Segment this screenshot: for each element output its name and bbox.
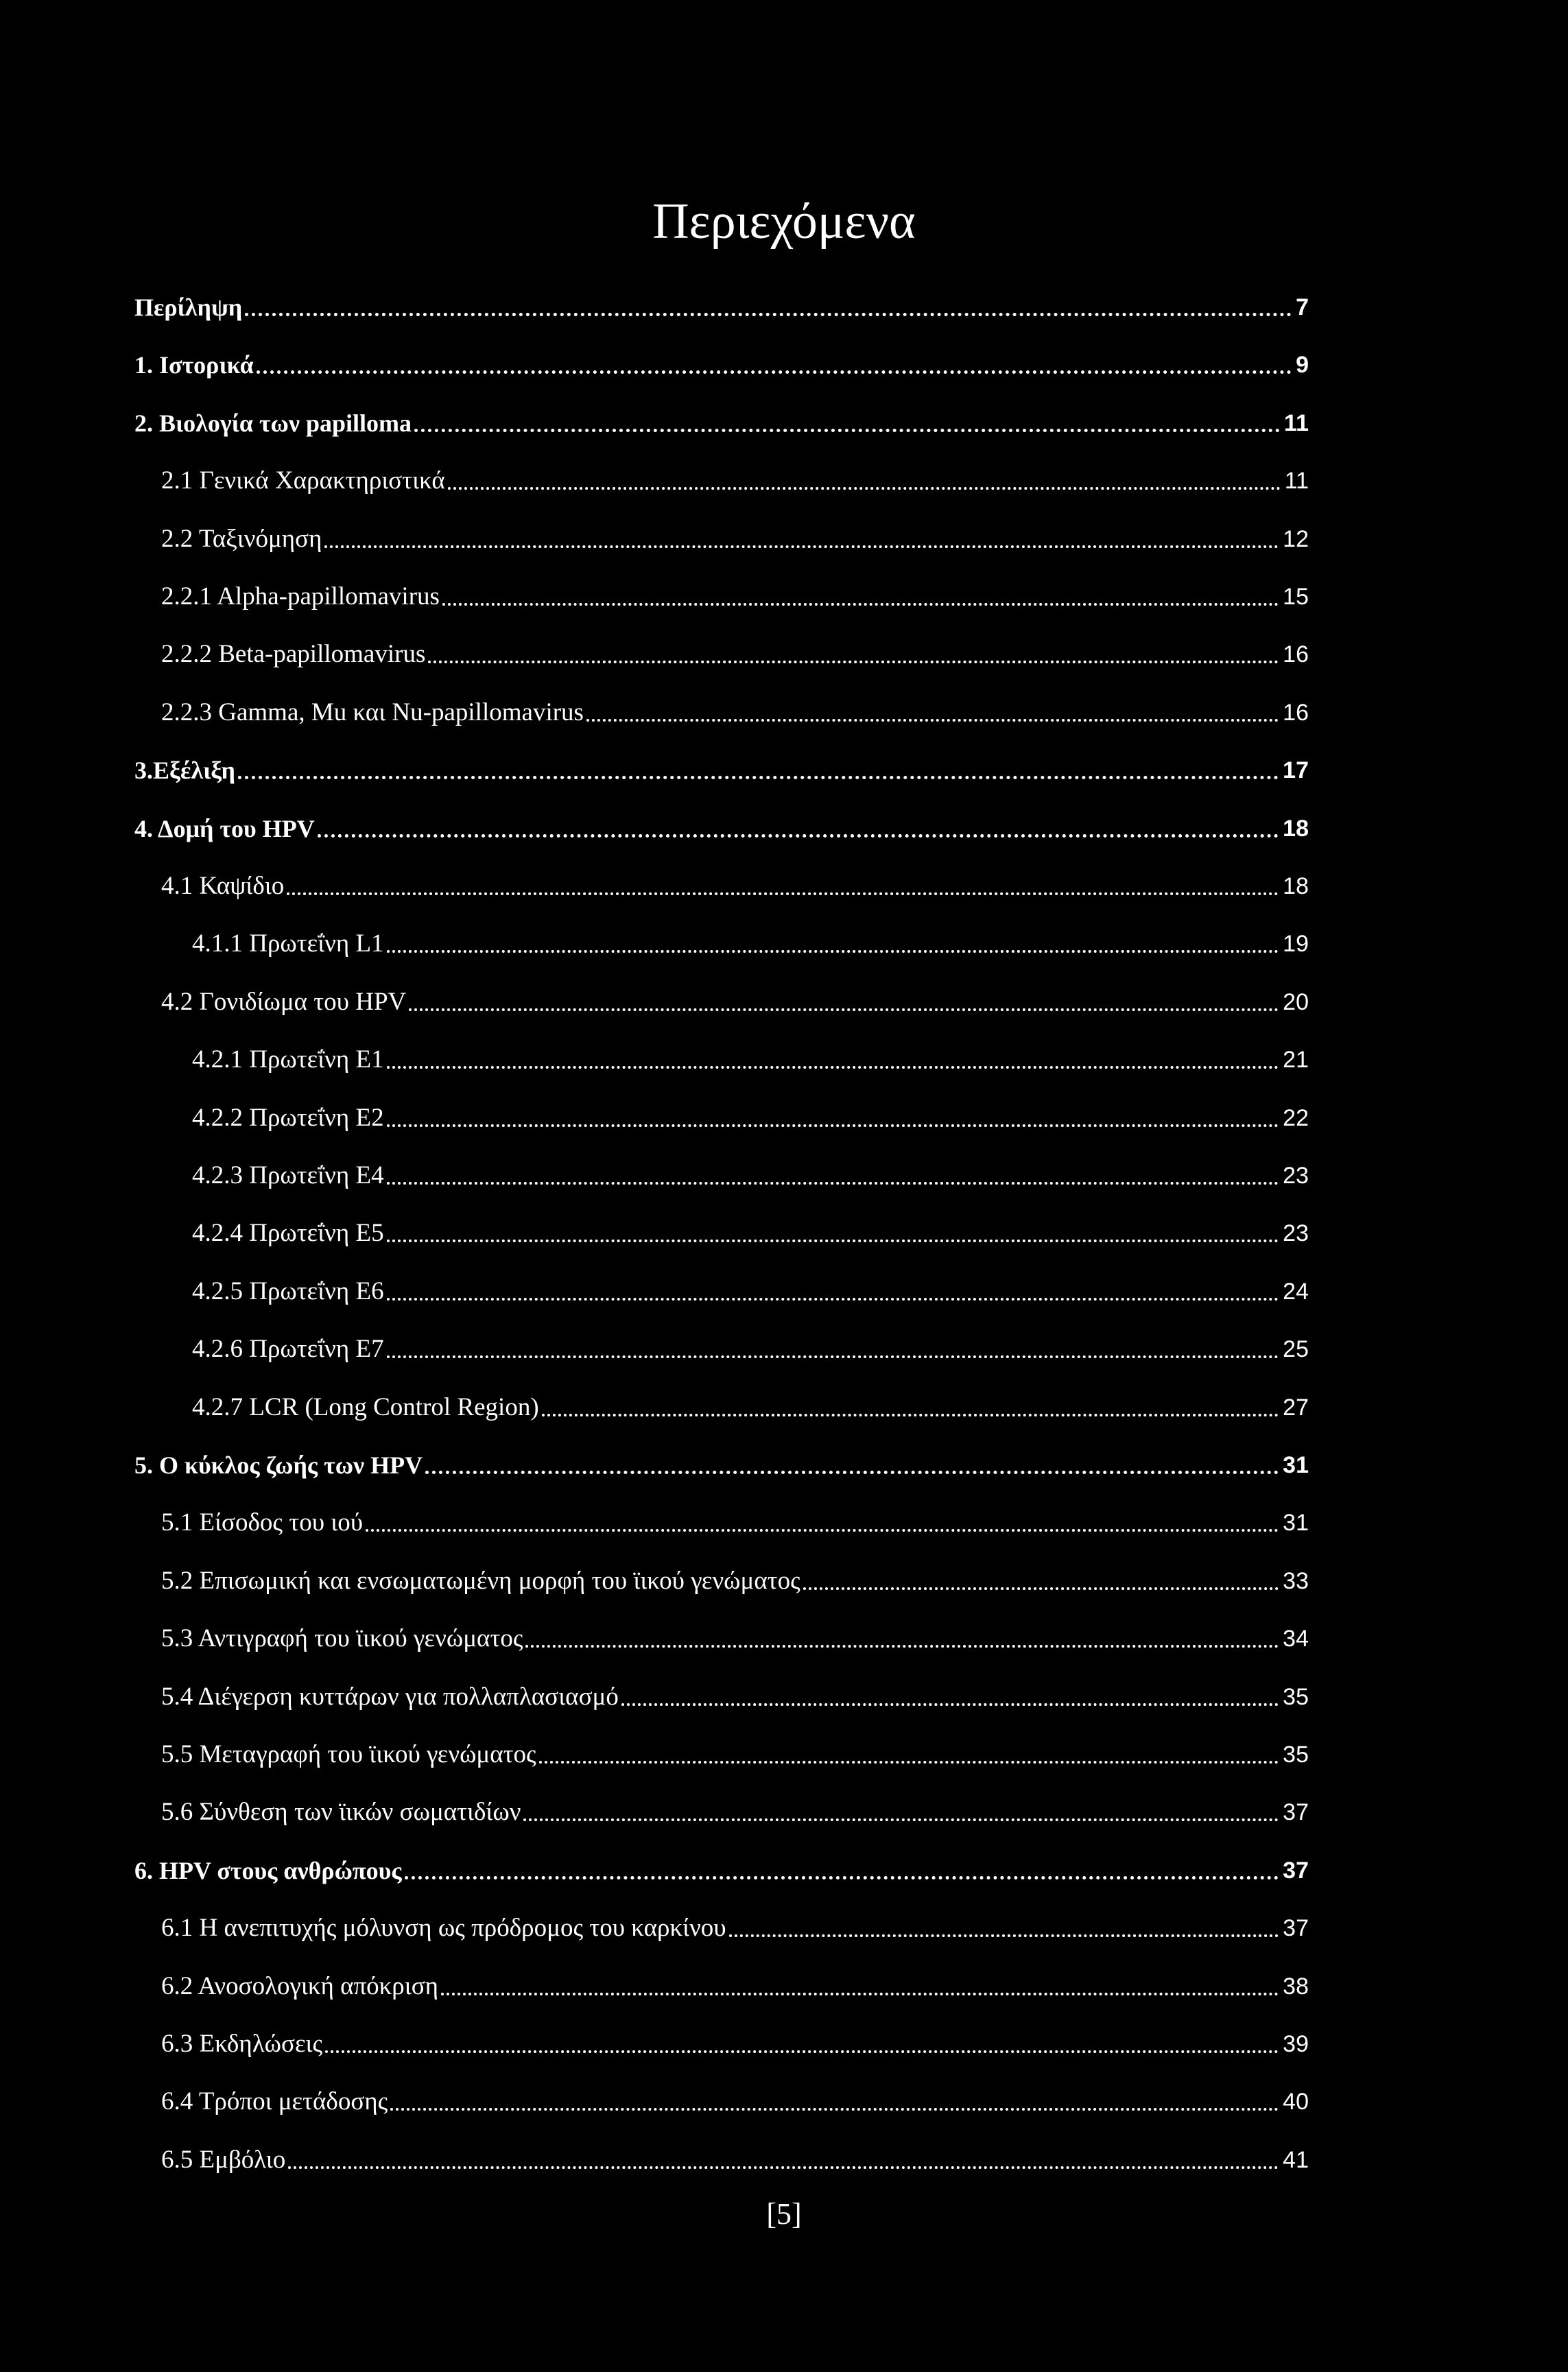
toc-entry-page: 40 <box>1283 2089 1309 2115</box>
toc-entry-label: 5.5 Μεταγραφή του ϊικού γενώματος <box>161 1740 536 1768</box>
toc-entry-label: 6.4 Τρόποι μετάδοσης <box>161 2087 388 2115</box>
toc-entry-label: 2.2.3 Gamma, Mu και Nu-papillomavirus <box>161 698 584 726</box>
toc-entry-label: 6.3 Εκδηλώσεις <box>161 2030 323 2058</box>
toc-entry-page: 20 <box>1283 989 1309 1015</box>
toc-entry[interactable] <box>134 1443 1309 1482</box>
toc-entry-page: 21 <box>1283 1047 1309 1073</box>
toc-entry-label: 4.2.5 Πρωτεΐνη E6 <box>192 1277 384 1305</box>
toc-entry-label: 4.2.7 LCR (Long Control Region) <box>192 1393 539 1421</box>
page-number: [5] <box>766 2197 802 2231</box>
toc-entry-page: 37 <box>1283 1799 1309 1825</box>
toc-entry[interactable] <box>161 517 1309 556</box>
dot-leader <box>542 1414 1279 1416</box>
toc-entry[interactable] <box>192 1327 1309 1366</box>
toc-entry-label: 2. Βιολογία των papilloma <box>134 410 412 437</box>
toc-entry-label: 2.2.2 Beta-papillomavirus <box>161 640 426 668</box>
dot-leader <box>245 313 1292 316</box>
dot-leader <box>425 1471 1279 1474</box>
toc-entry[interactable] <box>161 1559 1309 1598</box>
toc-entry-label: 2.2 Ταξινόμηση <box>161 525 322 553</box>
toc-entry-label: 5.1 Είσοδος του ιού <box>161 1508 364 1537</box>
toc-entry[interactable] <box>161 1906 1309 1945</box>
toc-entry[interactable] <box>161 1733 1309 1771</box>
toc-entry-page: 15 <box>1283 584 1309 610</box>
dot-leader <box>287 892 1279 895</box>
toc-entry-label: 4.2 Γονιδίωμα του HPV <box>161 988 407 1016</box>
toc-entry-label: 1. Ιστορικά <box>134 351 254 379</box>
toc-entry-page: 23 <box>1283 1163 1309 1189</box>
toc-entry[interactable] <box>192 1096 1309 1135</box>
toc-entry-page: 25 <box>1283 1336 1309 1362</box>
dot-leader <box>257 370 1292 374</box>
toc-entry-label: 4.2.3 Πρωτεΐνη E4 <box>192 1161 384 1189</box>
toc-entry-label: 4.2.1 Πρωτεΐνη E1 <box>192 1045 384 1074</box>
toc-entry-label: 4.1 Καψίδιο <box>161 872 285 900</box>
dot-leader <box>288 2166 1279 2169</box>
toc-entry[interactable] <box>161 1675 1309 1713</box>
dot-leader <box>729 1934 1279 1937</box>
toc-entry[interactable] <box>161 575 1309 613</box>
toc-entry[interactable] <box>161 2138 1309 2177</box>
toc-entry-label: 3.Εξέλιξη <box>134 757 235 784</box>
toc-entry-page: 23 <box>1283 1220 1309 1246</box>
toc-entry-label: Περίληψη <box>134 294 243 321</box>
toc-entry-page: 18 <box>1283 816 1309 842</box>
toc-entry-page: 19 <box>1283 931 1309 957</box>
dot-leader <box>803 1587 1279 1590</box>
toc-entry-page: 18 <box>1283 873 1309 899</box>
dot-leader <box>324 545 1279 548</box>
dot-leader <box>405 1876 1279 1879</box>
toc-entry-page: 16 <box>1283 700 1309 726</box>
dot-leader <box>414 429 1280 432</box>
toc-entry-label: 4.1.1 Πρωτεΐνη L1 <box>192 929 384 958</box>
toc-entry-label: 5.2 Επισωμική και ενσωματωμένη μορφή του ϊικού γενώματος <box>161 1567 800 1595</box>
toc-entry[interactable] <box>192 1270 1309 1308</box>
dot-leader <box>238 776 1279 779</box>
dot-leader <box>387 950 1279 953</box>
toc-entry-page: 35 <box>1283 1684 1309 1710</box>
toc-entry[interactable] <box>161 2022 1309 2061</box>
dot-leader <box>387 1355 1279 1358</box>
toc-entry[interactable] <box>192 922 1309 960</box>
toc-entry-page: 38 <box>1283 1973 1309 2000</box>
toc-entry-label: 4.2.2 Πρωτεΐνη E2 <box>192 1104 384 1132</box>
toc-entry-label: 4.2.4 Πρωτεΐνη E5 <box>192 1219 384 1247</box>
toc-entry-label: 5.3 Αντιγραφή του ϊικού γενώματος <box>161 1624 523 1652</box>
toc-entry-page: 9 <box>1296 352 1309 378</box>
dot-leader <box>428 661 1279 663</box>
toc-entry-page: 39 <box>1283 2031 1309 2057</box>
toc-entry-page: 41 <box>1283 2147 1309 2173</box>
toc-entry-page: 31 <box>1283 1452 1309 1478</box>
toc-entry-page: 27 <box>1283 1395 1309 1421</box>
toc-entry-page: 17 <box>1283 757 1309 783</box>
toc-entry-page: 12 <box>1283 526 1309 552</box>
dot-leader <box>387 1066 1279 1069</box>
toc-entry[interactable] <box>134 807 1309 845</box>
toc-entry-page: 11 <box>1284 410 1309 436</box>
dot-leader <box>441 1993 1279 1995</box>
toc-entry[interactable] <box>134 748 1309 787</box>
toc-entry[interactable] <box>161 632 1309 671</box>
toc-entry-label: 4.2.6 Πρωτεΐνη E7 <box>192 1335 384 1363</box>
toc-entry[interactable] <box>161 1965 1309 2003</box>
dot-leader <box>387 1298 1279 1301</box>
dot-leader <box>523 1818 1279 1821</box>
dot-leader <box>442 603 1279 606</box>
toc-entry-label: 6.1 Η ανεπιτυχής μόλυνση ως πρόδρομος του καρκίνου <box>161 1914 726 1942</box>
toc-entry[interactable] <box>161 459 1309 497</box>
toc-entry[interactable] <box>161 1501 1309 1539</box>
toc-entry-page: 22 <box>1283 1105 1309 1131</box>
dot-leader <box>539 1761 1279 1764</box>
dot-leader <box>366 1529 1279 1532</box>
toc-entry-page: 37 <box>1283 1915 1309 1941</box>
toc-entry[interactable] <box>161 1790 1309 1829</box>
dot-leader <box>387 1182 1279 1185</box>
toc-entry-label: 6.2 Ανοσολογική απόκριση <box>161 1972 439 2000</box>
page-title: Περιεχόμενα <box>652 193 916 250</box>
toc-entry-label: 6.5 Εμβόλιο <box>161 2146 286 2174</box>
toc-entry-label: 6. HPV στους ανθρώπους <box>134 1857 402 1884</box>
dot-leader <box>525 1645 1279 1648</box>
toc-entry[interactable] <box>134 285 1309 324</box>
toc-entry[interactable] <box>134 401 1309 440</box>
toc-entry-label: 2.1 Γενικά Χαρακτηριστικά <box>161 466 445 495</box>
dot-leader <box>586 719 1279 722</box>
toc-entry[interactable] <box>134 1849 1309 1887</box>
toc-entry[interactable] <box>161 864 1309 903</box>
toc-entry-label: 5. Ο κύκλος ζωής των HPV <box>134 1451 423 1479</box>
toc-entry-label: 4. Δομή του HPV <box>134 815 315 842</box>
toc-entry-page: 7 <box>1296 294 1309 320</box>
toc-entry-page: 35 <box>1283 1742 1309 1768</box>
toc-entry[interactable] <box>161 2080 1309 2118</box>
dot-leader <box>390 2108 1279 2111</box>
toc-entry-page: 37 <box>1283 1858 1309 1884</box>
toc-entry[interactable] <box>161 980 1309 1019</box>
dot-leader <box>387 1124 1279 1127</box>
toc-entry-label: 5.4 Διέγερση κυττάρων για πολλαπλασιασμό <box>161 1683 619 1711</box>
dot-leader <box>318 834 1279 838</box>
toc-entry[interactable] <box>161 1617 1309 1655</box>
toc-entry[interactable] <box>161 691 1309 729</box>
toc-entry[interactable] <box>192 1386 1309 1424</box>
toc-entry-page: 31 <box>1283 1510 1309 1536</box>
dot-leader <box>409 1008 1279 1011</box>
toc-entry-page: 24 <box>1283 1279 1309 1305</box>
toc-entry[interactable] <box>134 343 1309 381</box>
dot-leader <box>325 2050 1279 2053</box>
dot-leader <box>621 1703 1279 1706</box>
toc-entry[interactable] <box>192 1038 1309 1076</box>
toc-entry-label: 2.2.1 Alpha-papillomavirus <box>161 582 440 610</box>
toc-entry-page: 16 <box>1283 641 1309 667</box>
toc-entry-page: 34 <box>1283 1626 1309 1652</box>
toc-entry[interactable] <box>192 1211 1309 1250</box>
toc-entry-label: 5.6 Σύνθεση των ϊικών σωματιδίων <box>161 1798 521 1826</box>
toc-entry[interactable] <box>192 1154 1309 1192</box>
toc-entry-page: 11 <box>1284 468 1309 494</box>
dot-leader <box>387 1240 1279 1242</box>
dot-leader <box>448 487 1281 490</box>
toc-entry-page: 33 <box>1283 1568 1309 1594</box>
